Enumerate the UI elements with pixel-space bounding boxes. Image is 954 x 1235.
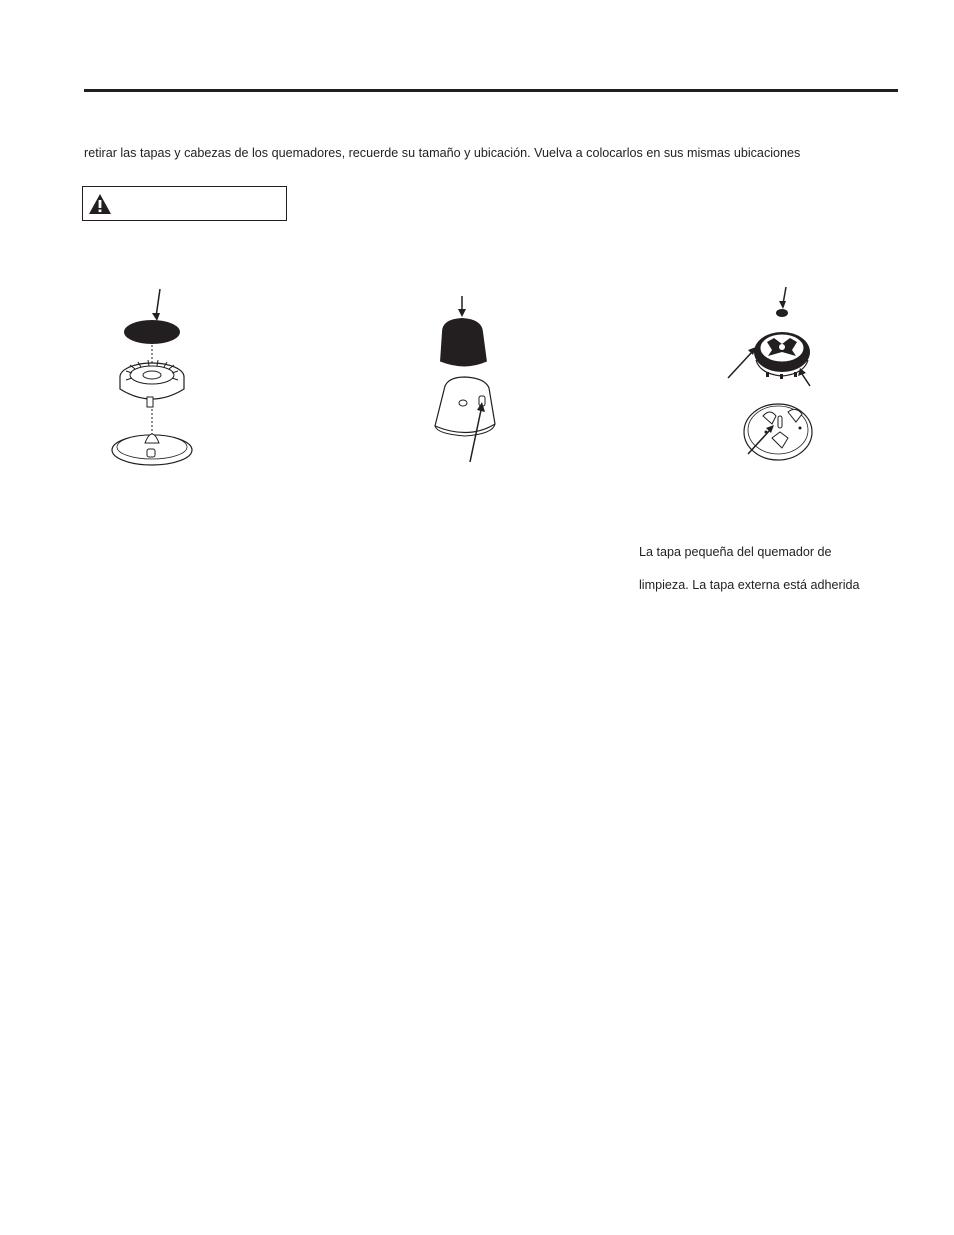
- oval-burner-illustration: [425, 292, 515, 467]
- tri-ring-burner-illustration: [722, 282, 822, 467]
- note-line-1: La tapa pequeña del quemador de: [639, 545, 832, 559]
- header-rule: [84, 89, 898, 92]
- warning-box: [82, 186, 287, 221]
- warning-triangle-icon: [88, 193, 112, 215]
- intro-paragraph: retirar las tapas y cabezas de los quemadores, recuerde su tamaño y ubicación. Vuelva a colocarlos en sus mismas ubicaciones: [84, 146, 801, 160]
- note-line-2: limpieza. La tapa externa está adherida: [639, 578, 860, 592]
- standard-burner-illustration: [100, 285, 210, 480]
